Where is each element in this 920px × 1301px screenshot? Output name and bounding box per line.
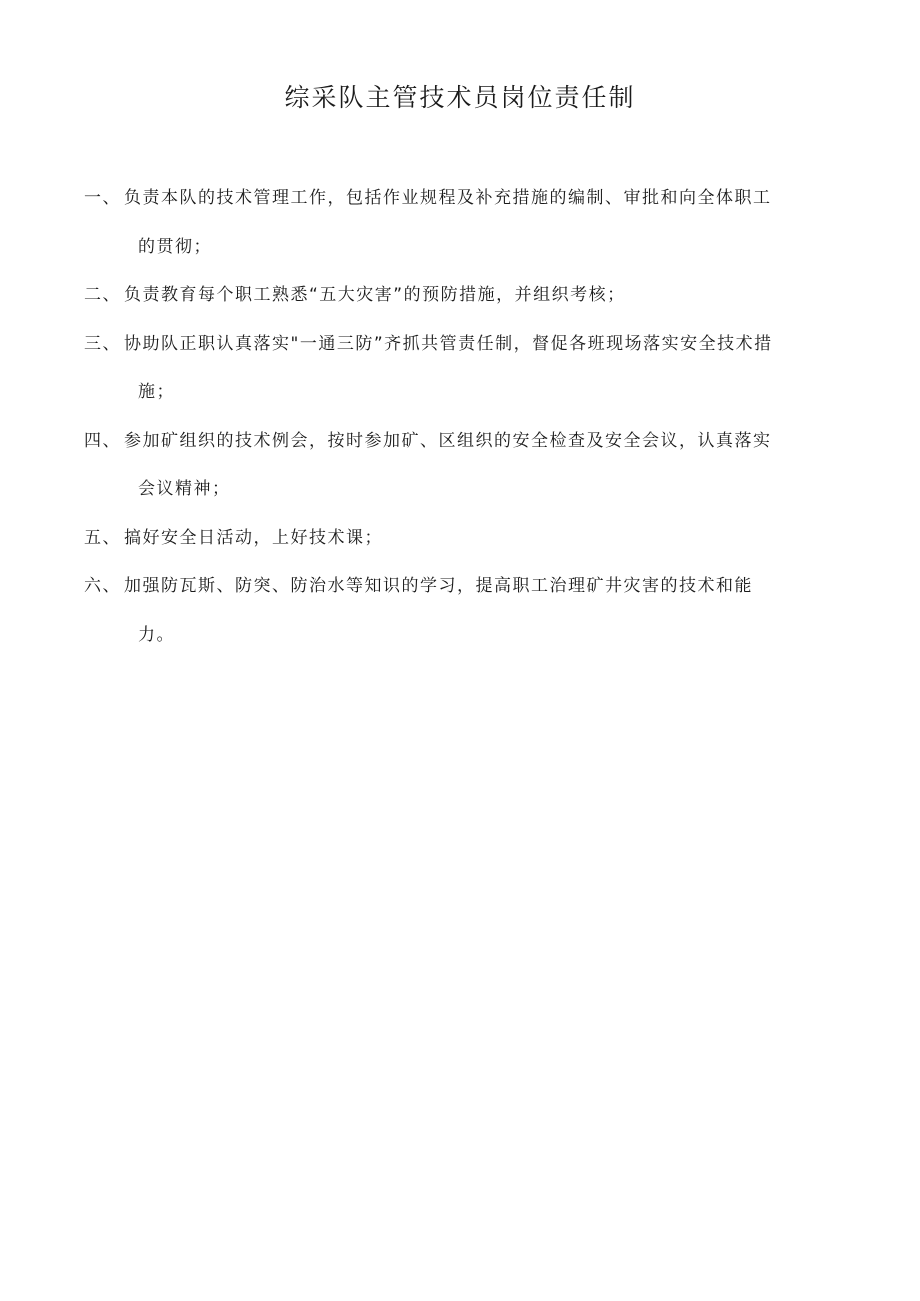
list-item bbox=[84, 320, 844, 417]
document-title: 综采队主管技术员岗位责任制 bbox=[284, 83, 636, 112]
item-text: 负责教育每个职工熟悉“五大灾害”的预防措施，并组织考核； bbox=[124, 285, 626, 305]
item-text: 搞好安全日活动，上好技术课； bbox=[124, 527, 383, 548]
list-item bbox=[84, 174, 844, 271]
item-text: 加强防瓦斯、防突、防治水等知识的学习，提高职工治理矿井灾害的技术和能 bbox=[124, 576, 753, 596]
item-text: 协助队正职认真落实"一通三防”齐抓共管责任制，督促各班现场落实安全技术措 bbox=[124, 333, 773, 354]
list-item bbox=[84, 417, 844, 514]
item-number: 二、 bbox=[84, 285, 121, 305]
list-item bbox=[84, 514, 844, 563]
item-number: 六、 bbox=[84, 576, 121, 596]
item-text: 参加矿组织的技术例会，按时参加矿、区组织的安全检查及安全会议，认真落实 bbox=[124, 430, 772, 451]
item-number: 一、 bbox=[84, 188, 121, 208]
item-text-continuation: 会议精神； bbox=[138, 479, 231, 499]
item-number: 三、 bbox=[84, 333, 121, 354]
list-item bbox=[84, 562, 844, 659]
responsibility-list bbox=[84, 174, 844, 659]
item-text-continuation: 的贯彻； bbox=[138, 236, 212, 257]
item-text: 负责本队的技术管理工作，包括作业规程及补充措施的编制、审批和向全体职工 bbox=[124, 188, 772, 208]
item-text-continuation: 力。 bbox=[138, 624, 175, 645]
list-item bbox=[84, 271, 844, 320]
item-number: 五、 bbox=[84, 527, 121, 548]
item-text-continuation: 施； bbox=[138, 382, 175, 402]
item-number: 四、 bbox=[84, 430, 121, 451]
